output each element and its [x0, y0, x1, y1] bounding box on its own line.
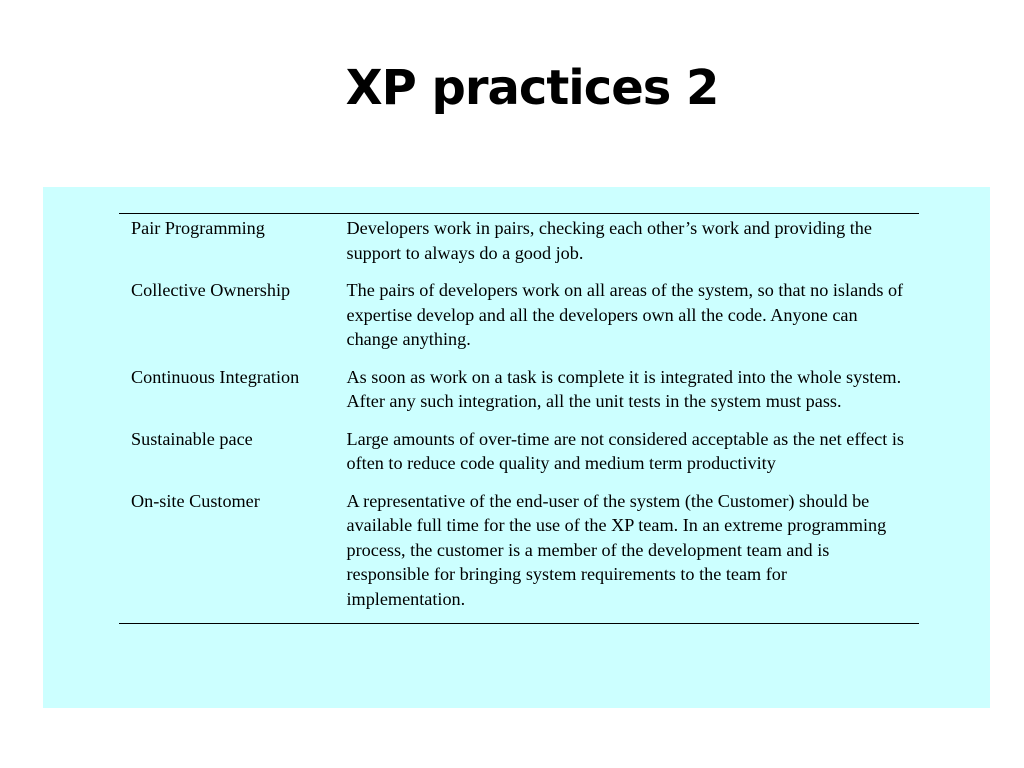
- practice-term: Pair Programming: [119, 214, 347, 279]
- practices-table: [119, 213, 919, 624]
- practice-term: Continuous Integration: [131, 366, 300, 387]
- practice-description: Large amounts of over-time are not considered acceptable as the net effect is often to reduce code quality and medium term productivity: [346, 428, 904, 473]
- practice-term: On-site Customer: [119, 489, 347, 624]
- practice-term: Sustainable pace: [131, 428, 253, 449]
- practices-panel: [43, 187, 990, 708]
- slide-title: XP practices 2: [345, 60, 719, 116]
- table-row: [119, 489, 919, 624]
- table-row: [119, 278, 919, 365]
- practice-description: The pairs of developers work on all areas of the system, so that no islands of expertise develop and all the developers own all the code. Anyone can change anything.: [346, 280, 904, 349]
- practice-description: A representative of the end-user of the system (the Customer) should be available full time for the use of the XP team. In an extreme programming process, the customer is a member of the development team and is responsible for bringing system requirements to the team for implementation.: [347, 489, 920, 624]
- table-row: [119, 427, 919, 489]
- practice-description: Developers work in pairs, checking each other’s work and providing the support to always do a good job.: [347, 214, 920, 279]
- practice-description: As soon as work on a task is complete it is integrated into the whole system. After any such integration, all the unit tests in the system must pass.: [346, 366, 902, 411]
- practice-term: Collective Ownership: [131, 280, 291, 300]
- table-row: [119, 365, 919, 427]
- table-row: [119, 214, 919, 279]
